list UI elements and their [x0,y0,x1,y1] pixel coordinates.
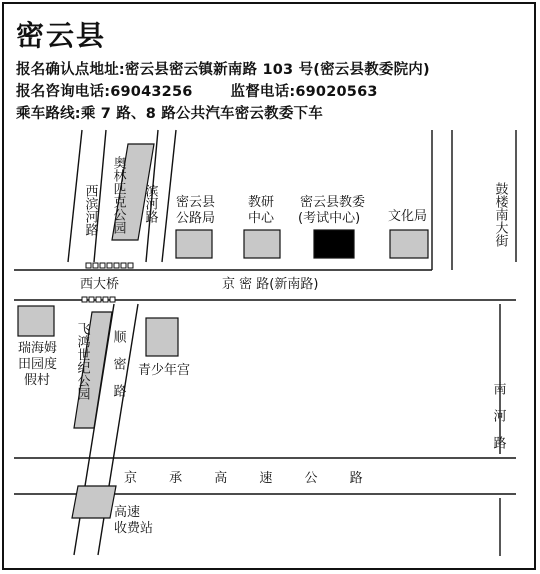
research-center-label-2: 中心 [248,211,275,226]
west-bridge-label: 西大桥 [80,277,120,292]
olympic-park-label: 奥林匹克公园 [110,156,126,234]
west-binhe-road-edge-a [68,130,82,262]
bridge-mark [93,263,98,268]
bridge-mark [86,263,91,268]
ruihai-label-3: 假村 [24,373,51,388]
supervise-number: 69020563 [295,84,378,100]
toll-station-label-1: 高速 [114,505,141,520]
route-label: 乘车路线: [16,106,81,122]
highway-bureau-label-1: 密云县 [176,195,216,210]
highway-bureau-building [176,230,212,258]
page-title: 密云县 [16,19,107,52]
ruihai-label-2: 田园度 [18,357,58,372]
bridge-mark [89,297,94,302]
bridge-mark [114,263,119,268]
research-center-building [244,230,280,258]
binhe-road-edge-b [162,130,176,262]
jingmi-road-label: 京 密 路(新南路) [222,277,319,292]
feihong-park-label: 飞鸿世纪公园 [74,322,90,400]
bridge-mark [121,263,126,268]
phone-label: 报名咨询电话: [16,84,111,100]
supervise-label: 监督电话: [230,84,296,100]
shunmi-road-label: 顺密路 [110,330,126,411]
education-bureau-label-1: 密云县教委 [300,195,366,210]
highway-bureau-label-2: 公路局 [176,211,216,226]
nanhe-road-label: 南河路 [490,382,506,463]
bridge-mark [128,263,133,268]
research-center-label-1: 教研 [248,195,275,210]
culture-bureau-building [390,230,428,258]
address-text: 密云县密云镇新南路 103 号(密云县教委院内) [124,62,430,78]
west-binhe-road-label: 西滨河路 [82,184,98,236]
education-bureau-building [314,230,354,258]
binhe-road-label: 滨河路 [142,184,158,223]
youth-palace-building [146,318,178,356]
bridge-mark [82,297,87,302]
route-text: 乘 7 路、8 路公共汽车密云教委下车 [80,106,323,122]
address-label: 报名确认点地址: [16,62,125,78]
culture-bureau-label: 文化局 [388,209,428,224]
gulou-south-street-label: 鼓楼南大街 [492,182,508,247]
toll-station-area [72,486,116,518]
expressway-label: 京 承 高 速 公 路 [124,471,377,486]
youth-palace-label: 青少年宫 [138,363,191,378]
bridge-mark [107,263,112,268]
bridge-mark [96,297,101,302]
ruihai-village-building [18,306,54,336]
bridge-mark [110,297,115,302]
bridge-mark [100,263,105,268]
ruihai-label-1: 瑞海姆 [18,341,58,356]
education-bureau-label-2: (考试中心) [298,211,361,226]
toll-station-label-2: 收费站 [114,521,154,536]
phone-number: 69043256 [110,84,193,100]
bridge-mark [103,297,108,302]
